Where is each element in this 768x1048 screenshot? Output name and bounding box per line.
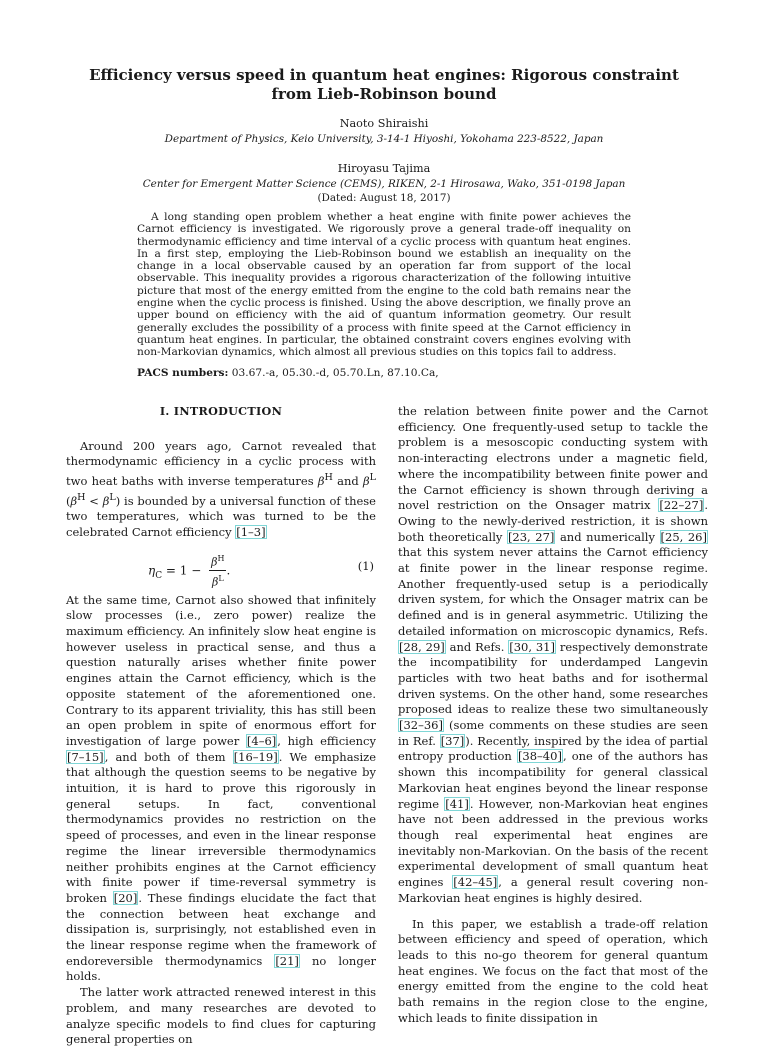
pacs-label: PACS numbers: [137,367,229,379]
equation-1 [66,545,376,591]
ref-link[interactable]: [32–36] [399,718,443,733]
right-column [398,404,708,1026]
ref-link[interactable]: [16–19] [233,749,278,764]
intro-paragraph-4: the relation between finite power and the Carnot efficiency. One frequently-used setup to tackle the problem is a mesoscopic conducting system with non-interacting electrons under a magnetic field, where the incompatibility between finite power and the Carnot efficiency is shown through deriving a novel restriction on the Onsager matrix [22–27]. Owing to the newly-derived restriction, it is shown both theoretically [23, 27] and numerically [25, 26] that this system never attains the Carnot efficiency at finite power in the linear response regime. Another frequently-used setup is a periodically driven system, for which the Onsager matrix can be defined and is in general asymmetric. Utilizing the detailed information on microscopic dynamics, Refs. [28, 29] and Refs. [30, 31] respectively demonstrate the incompatibility for underdamped Langevin particles with two heat baths and for isothermal driven systems. On the other hand, some researches proposed ideas to realize these two simultaneously [32–36] (some comments on these studies are seen in Ref. [37]). Recently, inspired by the idea of partial entropy production [38–40], one of the authors has shown this incompatibility for general classical Markovian heat engines beyond the linear response regime [41]. However, non-Markovian heat engines have not been addressed in the previous works though real experimental heat engines are inevitably non-Markovian. On the basis of the recent experimental development of small quantum heat engines [42–45], a general result covering non-Markovian heat engines is highly desired. [398,404,708,905]
affiliation-2: Center for Emergent Matter Science (CEMS), RIKEN, 2-1 Hirosawa, Wako, 351-0198 Japan [142,178,626,190]
ref-link[interactable]: [41] [445,796,469,811]
equation-number: (1) [357,558,374,573]
intro-paragraph-1: Around 200 years ago, Carnot revealed that thermodynamic efficiency in a cyclic process with two heat baths with inverse temperatures $\beta^H$ and $\beta^L$ $(\beta^H < \beta^L)$ is bounded by a universal function of these two temperatures, which was turned to be the celebrated Carnot efficiency [1–3] [66,438,376,539]
ref-link[interactable]: [28, 29] [399,639,445,654]
equation-body: $\eta_C = 1$ − $\frac{\beta^H}{\beta^L}$ . [148,551,230,591]
intro-paragraph-3: The latter work attracted renewed interest in this problem, and many researches are devoted to analyze specific models to find clues for capturing general properties on [66,985,376,1047]
pacs-values: 03.67.-a, 05.30.-d, 05.70.Ln, 87.10.Ca, [231,367,439,379]
equation-fraction: $\frac{\beta^H}{\beta^L}$ [209,551,226,591]
section-heading: I. INTRODUCTION [159,404,283,418]
ref-link[interactable]: [4–6] [246,733,277,748]
date-line: (Dated: August 18, 2017) [317,192,451,204]
ref-link[interactable]: [25, 26] [660,529,707,544]
intro-paragraph-5: In this paper, we establish a trade-off relation between efficiency and speed of operation, which leads to this no-go theorem for general quantum heat engines. We focus on the fact that most of the energy emitted from the engine to the cold heat bath remains in the region close to the engine, which leads to finite dissipation in [398,916,708,1025]
ref-link[interactable]: [20] [113,890,138,905]
ref-link[interactable]: [22–27] [659,498,704,513]
ref-link[interactable]: [37] [440,733,465,748]
author-1: Naoto Shiraishi [339,117,429,130]
ref-link[interactable]: [30, 31] [509,639,555,654]
left-column [66,404,376,1048]
ref-link[interactable]: [1–3] [236,524,266,539]
intro-paragraph-2: At the same time, Carnot also showed that infinitely slow processes (i.e., zero power) realize the maximum efficiency. An infinitely slow heat engine is however useless in practical sense, and thus a question naturally arises whether finite power engines attain the Carnot efficiency, which is the opposite statement of the aforementioned one. Contrary to its apparent triviality, this has still been an open problem in spite of enormous effort for investigation of large power [4–6], high efficiency [7–15], and both of them [16–19]. We emphasize that although the question seems to be negative by intuition, it is hard to prove this rigorously in general setups. In fact, conventional thermodynamics provides no restriction on the speed of processes, and even in the linear response regime the linear irreversible thermodynamics neither prohibits engines at the Carnot efficiency with finite power if time-reversal symmetry is broken [20]. These findings elucidate the fact that the connection between heat exchange and dissipation is, surprisingly, not established even in the linear response regime when the framework of endoreversible thermodynamics [21] no longer holds. [66,592,377,984]
ref-link[interactable]: [38–40] [517,749,562,764]
pacs-line [137,367,439,379]
abstract: A long standing open problem whether a heat engine with finite power achieves the Carnot efficiency is investigated. We rigorously prove a general trade-off inequality on thermodynamic efficiency and time interval of a cyclic process with quantum heat engines. In a first step, employing the Lieb-Robinson bound we establish an inequality on the change in a local observable caused by an operation far from support of the local observable. This inequality provides a rigorous characterization of the following intuitive picture that most of the energy emitted from the engine to the cold bath remains near the engine when the cyclic process is finished. Using the above description, we finally prove an upper bound on efficiency with the aid of quantum information geometry. Our result generally excludes the possibility of a process with finite speed at the Carnot efficiency in quantum heat engines. In particular, the obtained constraint covers engines evolving with non-Markovian dynamics, which almost all previous studies on this topics fail to address. [137,211,631,359]
author-2: Hiroyasu Tajima [337,162,431,175]
ref-link[interactable]: [42–45] [453,875,498,890]
ref-link[interactable]: [23, 27] [507,529,555,544]
affiliation-1: Department of Physics, Keio University, 3-14-1 Hiyoshi, Yokohama 223-8522, Japan [164,133,604,145]
ref-link[interactable]: [21] [275,953,299,968]
paper-title: Efficiency versus speed in quantum heat engines: Rigorous constraint from Lieb-Robinson bound [89,66,679,103]
ref-link[interactable]: [7–15] [67,749,104,764]
